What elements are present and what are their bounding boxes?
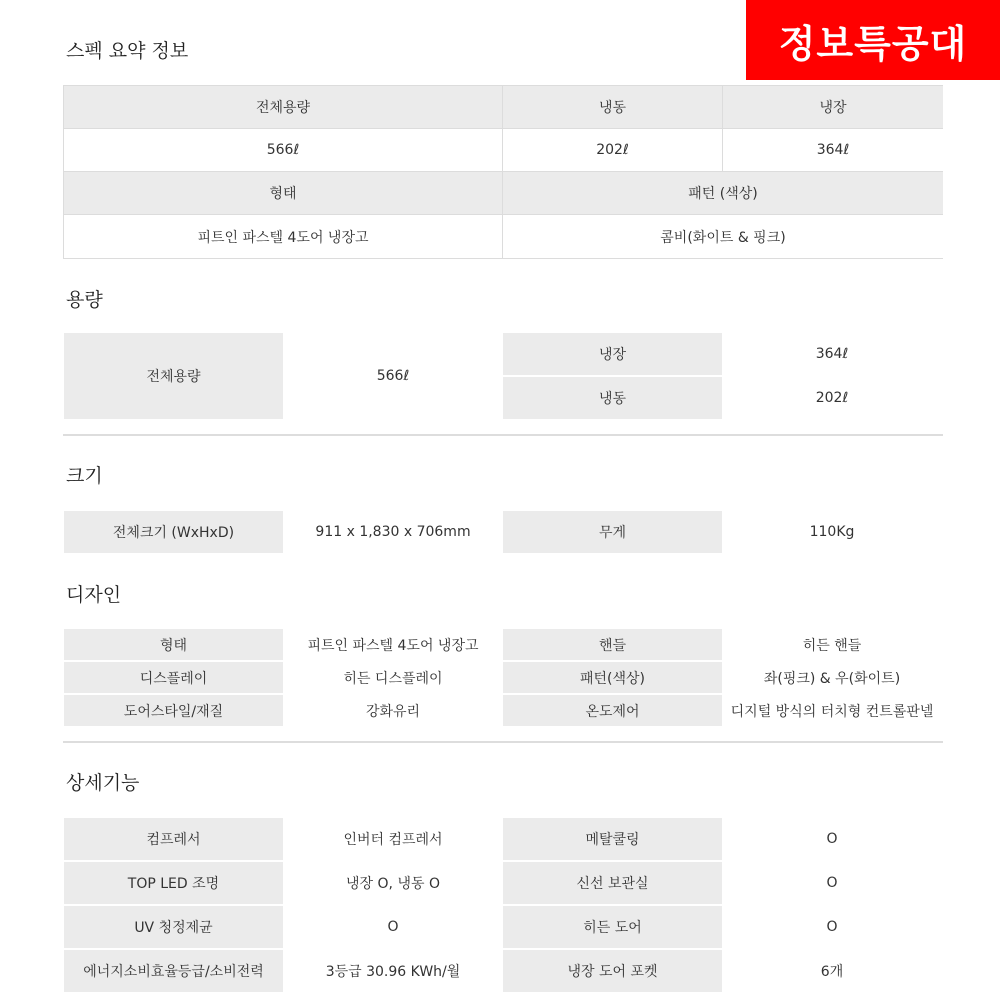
size-weight-label: 무게 — [503, 511, 722, 553]
capacity-freezer-label: 냉동 — [503, 377, 722, 419]
design-row-value: 피트인 파스텔 4도어 냉장고 — [283, 629, 503, 660]
design-section-title: 디자인 — [66, 584, 122, 606]
summary-fridge-value: 364ℓ — [723, 129, 943, 172]
design-row-value: 히든 디스플레이 — [283, 662, 503, 693]
summary-table — [63, 85, 943, 259]
size-dim-label: 전체크기 (WxHxD) — [64, 511, 283, 553]
features-row-value: O — [722, 862, 942, 904]
features-row-label: 메탈쿨링 — [503, 818, 722, 860]
size-weight-value: 110Kg — [722, 511, 942, 553]
design-row-label: 핸들 — [503, 629, 722, 660]
summary-section-title: 스펙 요약 정보 — [66, 40, 189, 62]
features-row-value: 인버터 컴프레서 — [283, 818, 503, 860]
design-row-value: 디지털 방식의 터치형 컨트롤판넬 — [722, 695, 942, 726]
design-row-value: 좌(핑크) & 우(화이트) — [722, 662, 942, 693]
brand-badge: 정보특공대 — [746, 0, 1000, 80]
features-row-label: 컴프레서 — [64, 818, 283, 860]
capacity-total-value: 566ℓ — [283, 333, 503, 419]
size-section-title: 크기 — [66, 465, 103, 487]
features-row-label: UV 청정제균 — [64, 906, 283, 948]
design-row-label: 디스플레이 — [64, 662, 283, 693]
features-row-value: O — [283, 906, 503, 948]
summary-form-value: 피트인 파스텔 4도어 냉장고 — [64, 215, 503, 258]
section-divider — [63, 741, 943, 743]
capacity-freezer-value: 202ℓ — [722, 377, 942, 419]
summary-total-label: 전체용량 — [64, 86, 503, 129]
features-row-value: 냉장 O, 냉동 O — [283, 862, 503, 904]
capacity-section-title: 용량 — [66, 289, 103, 311]
features-row-label: 냉장 도어 포켓 — [503, 950, 722, 992]
features-row-label: TOP LED 조명 — [64, 862, 283, 904]
size-dim-value: 911 x 1,830 x 706mm — [283, 511, 503, 553]
design-row-label: 온도제어 — [503, 695, 722, 726]
features-row-value: 3등급 30.96 KWh/월 — [283, 950, 503, 992]
capacity-fridge-value: 364ℓ — [722, 333, 942, 375]
section-divider — [63, 434, 943, 436]
summary-form-label: 형태 — [64, 172, 503, 215]
design-row-label: 형태 — [64, 629, 283, 660]
design-row-value: 강화유리 — [283, 695, 503, 726]
summary-freezer-value: 202ℓ — [503, 129, 723, 172]
capacity-fridge-label: 냉장 — [503, 333, 722, 375]
design-row-label: 도어스타일/재질 — [64, 695, 283, 726]
design-row-value: 히든 핸들 — [722, 629, 942, 660]
features-row-value: O — [722, 818, 942, 860]
features-row-label: 에너지소비효율등급/소비전력 — [64, 950, 283, 992]
features-section-title: 상세기능 — [66, 772, 140, 794]
summary-pattern-value: 콤비(화이트 & 핑크) — [503, 215, 943, 258]
features-row-value: O — [722, 906, 942, 948]
design-row-label: 패턴(색상) — [503, 662, 722, 693]
summary-freezer-label: 냉동 — [503, 86, 723, 129]
summary-total-value: 566ℓ — [64, 129, 503, 172]
summary-fridge-label: 냉장 — [723, 86, 943, 129]
features-row-label: 신선 보관실 — [503, 862, 722, 904]
features-row-value: 6개 — [722, 950, 942, 992]
features-row-label: 히든 도어 — [503, 906, 722, 948]
summary-pattern-label: 패턴 (색상) — [503, 172, 943, 215]
capacity-total-label: 전체용량 — [64, 333, 283, 419]
